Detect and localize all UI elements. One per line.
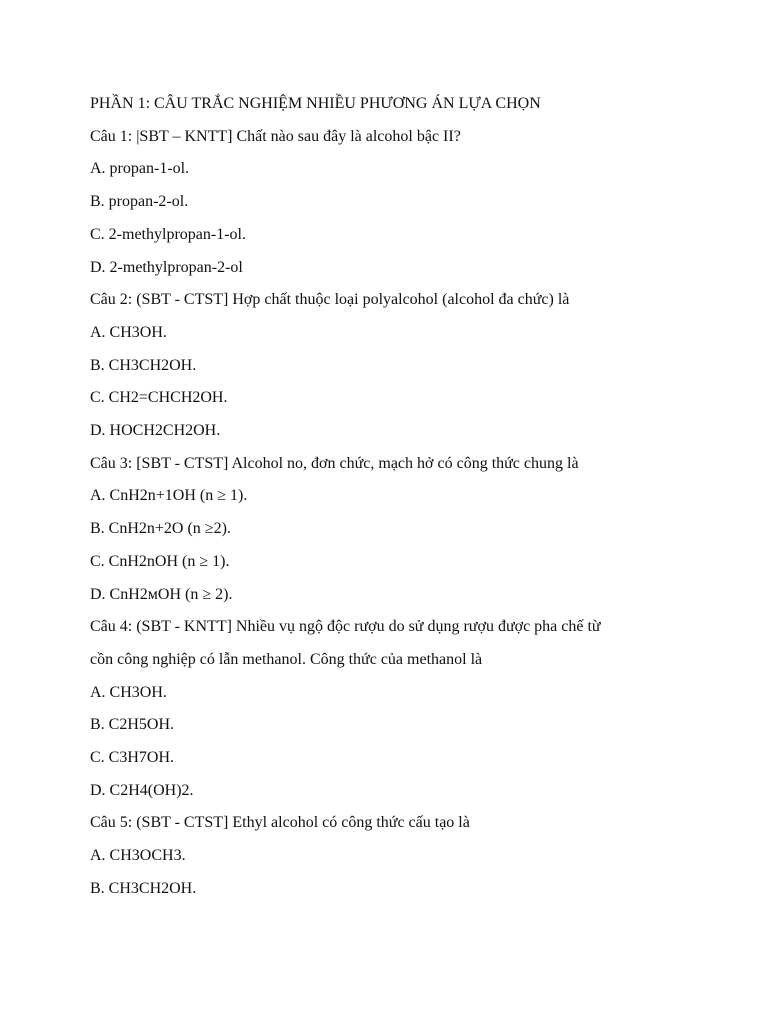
question-3-option-a: A. CnH2n+1OH (n ≥ 1). [90,487,248,505]
question-5-option-a: A. CH3OCH3. [90,847,186,865]
question-4: Câu 4: (SBT - KNTT] Nhiều vụ ngộ độc rượu do sử dụng rượu được pha chế từ [90,618,601,636]
question-1-option-d: D. 2-methylpropan-2-ol [90,258,243,276]
question-2-option-c: C. CH2=CHCH2OH. [90,389,228,407]
question-1-option-c: C. 2-methylpropan-1-ol. [90,225,246,243]
question-4-option-c: C. C3H7OH. [90,749,175,767]
question-3-option-d: D. CnH2мOH (n ≥ 2). [90,585,233,603]
question-1-option-a: A. propan-1-ol. [90,160,190,178]
question-4-continued: cồn công nghiệp có lẫn methanol. Công thức của methanol là [90,650,483,668]
question-5-option-b: B. CH3CH2OH. [90,879,197,897]
section-heading: PHẦN 1: CÂU TRẮC NGHIỆM NHIỀU PHƯƠNG ÁN LỰA CHỌN [90,95,541,112]
question-3-option-b: B. CnH2n+2O (n ≥2). [90,520,231,538]
question-1: Câu 1: |SBT – KNTT] Chất nào sau đây là alcohol bậc II? [90,127,461,145]
question-2-option-a: A. CH3OH. [90,323,167,341]
question-1-option-b: B. propan-2-ol. [90,193,189,211]
question-5: Câu 5: (SBT - CTST] Ethyl alcohol có công thức cấu tạo là [90,814,470,832]
document-page [90,88,730,906]
question-2: Câu 2: (SBT - CTST] Hợp chất thuộc loại polyalcohol (alcohol đa chức) là [90,291,570,309]
question-3-option-c: C. CnH2nOH (n ≥ 1). [90,552,230,570]
question-4-option-d: D. C2H4(OH)2. [90,781,194,799]
question-4-option-a: A. CH3OH. [90,683,167,701]
question-2-option-b: B. CH3CH2OH. [90,356,197,374]
question-2-option-d: D. HOCH2CH2OH. [90,422,221,440]
question-3: Câu 3: [SBT - CTST] Alcohol no, đơn chức, mạch hở có công thức chung là [90,454,579,472]
question-4-option-b: B. C2H5OH. [90,716,175,734]
